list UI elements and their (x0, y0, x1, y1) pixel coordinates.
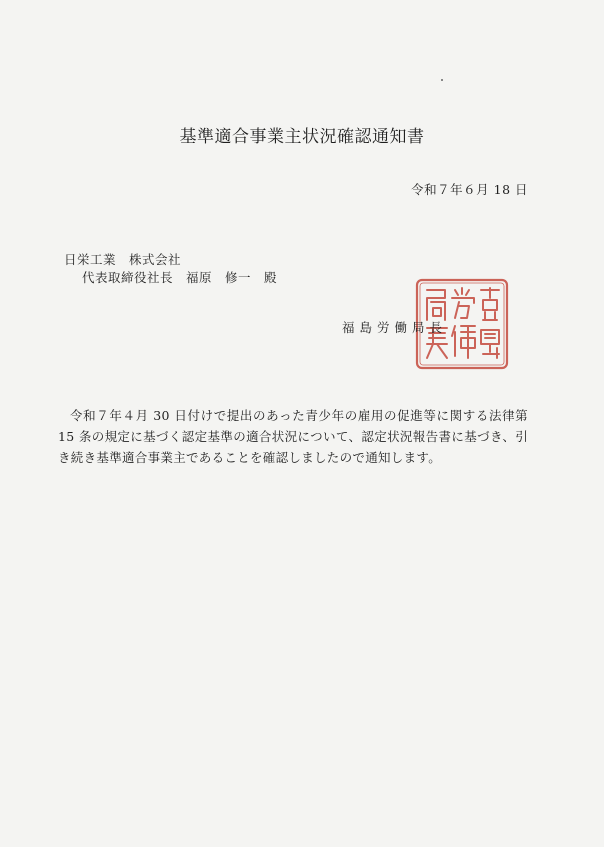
recipient-person: 代表取締役社長 福原 修一 殿 (82, 270, 278, 285)
paper-speck (441, 79, 443, 81)
recipient-company: 日栄工業 株式会社 (64, 252, 182, 267)
document-title: 基準適合事業主状況確認通知書 (179, 127, 425, 147)
issue-date: 令和７年６月 18 日 (411, 182, 528, 197)
issuer-name: 福島労働局長 (342, 320, 448, 335)
notice-body: 令和７年４月 30 日付けで提出のあった青少年の雇用の促進等に関する法律第 15 条の規定に基づく認定基準の適合状況について、認定状況報告書に基づき、引き続き基準適合事業主であることを確認しましたので通知します。 (58, 408, 528, 465)
